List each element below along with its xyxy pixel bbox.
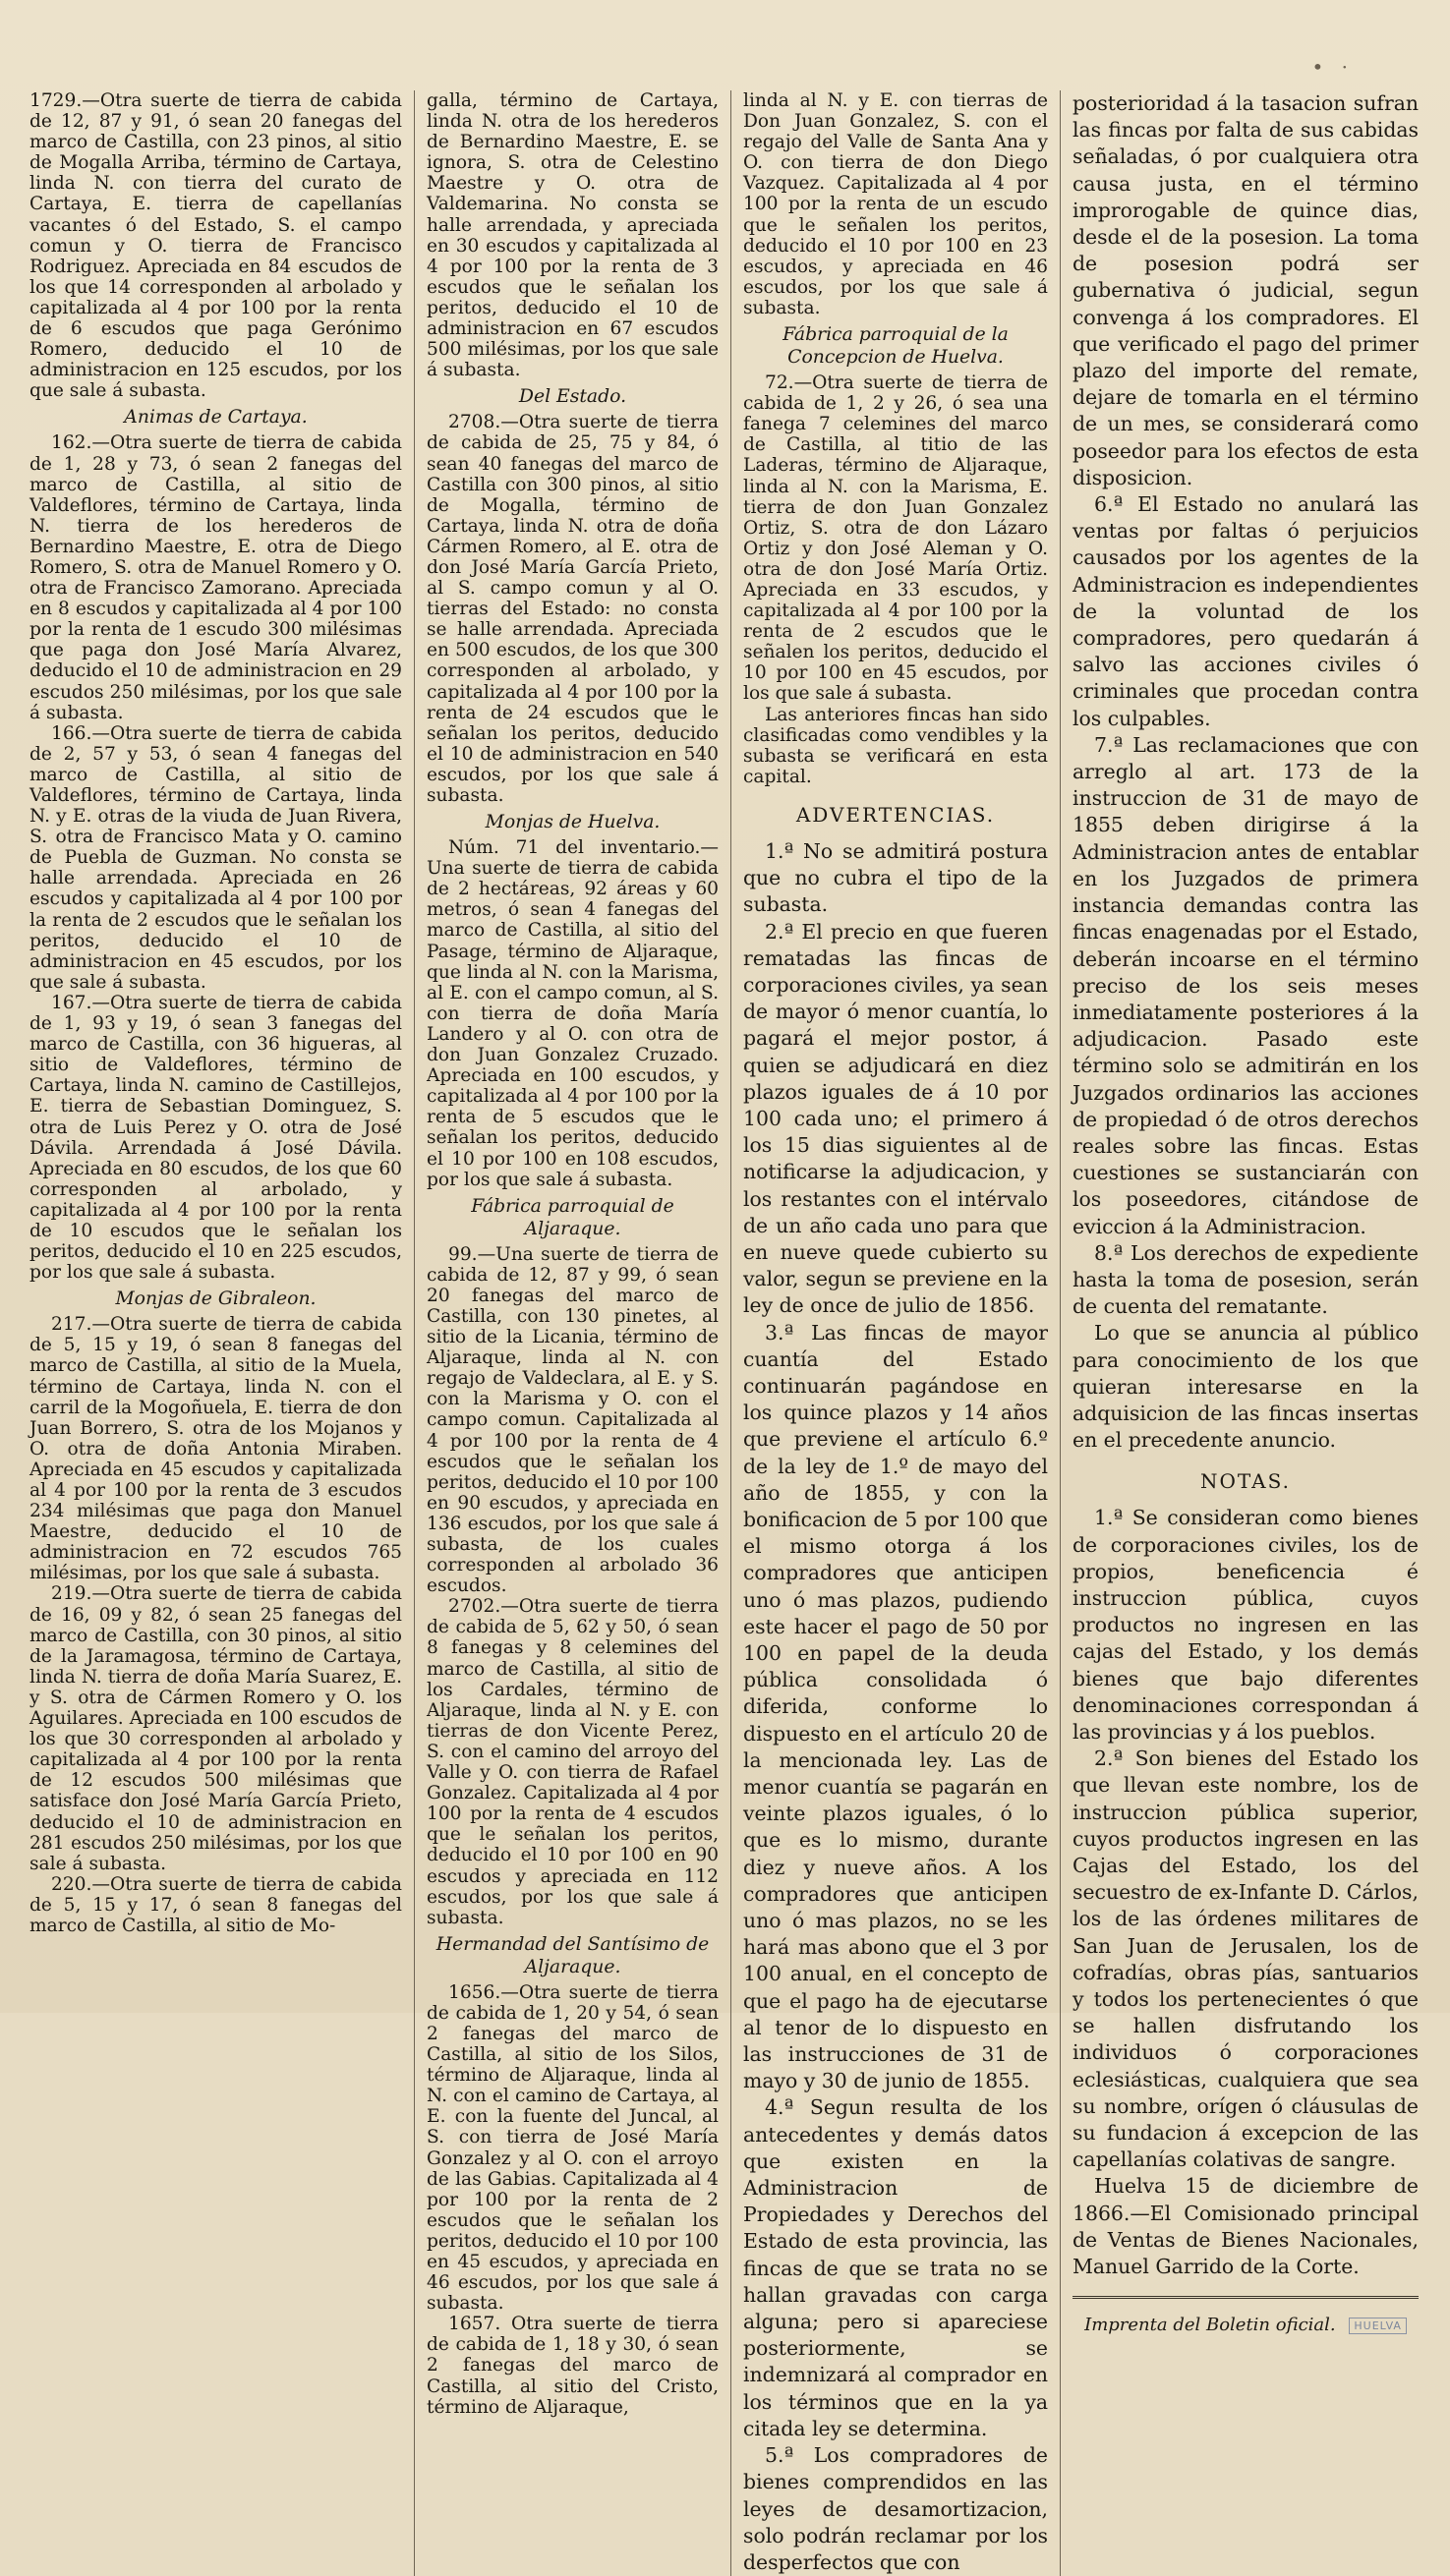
paragraph: 166.—Otra suerte de tierra de cabida de 2, 57 y 53, ó sean 4 fanegas del marco de Castilla, al sitio de Valdeflores, término de Cartaya, linda N. y E. otras de la viuda de Juan Rivera, S. otra de Francisco Mata y O. camino de Puebla de Guzman. No consta se halle arrendada. Apreciada en 26 escudos y capitalizada al 4 por 100 por la renta de 2 escudos que le señalan los peritos, deducido el 10 de administracion en 45 escudos, por los que sale á subasta. [29,722,402,993]
paragraph: Núm. 71 del inventario.—Una suerte de tierra de cabida de 2 hectáreas, 92 áreas y 60 metros, ó sean 4 fanegas del marco de Castilla, al sitio del Pasage, término de Aljaraque, que linda al N. con la Marisma, al E. con el campo comun, al S. con tierra de doña María Landero y al O. con otra de don Juan Gonzalez Cruzado. Apreciada en 100 escudos, y capitalizada al 4 por 100 por la renta de 5 escudos que le señalan los peritos, deducido el 10 por 100 en 108 escudos, por los que sale á subasta. [427,837,719,1190]
paragraph: 1.ª Se consideran como bienes de corporaciones civiles, los de propios, beneficencia é instruccion pública, cuyos productos no ingresen en las cajas del Estado, y los demás bienes que bajo diferentes denominaciones correspondan á las provincias y á los pueblos. [1073,1506,1419,1744]
paragraph: 4.ª Segun resulta de los antecedentes y demás datos que existen en la Administracion de Propiedades y Derechos del Estado de esta provincia, las fincas de que se trata no se hallan gravadas con carga alguna; pero si apareciese posteriormente, se indemnizará al comprador en los términos que en la ya citada ley se determina. [743,2095,1048,2440]
block-heading: ADVERTENCIAS. [795,802,996,827]
paragraph: Las anteriores fincas han sido clasificadas como vendibles y la subasta se verificará en esta capital. [743,704,1048,787]
column-3 [730,90,1060,2576]
section-heading: Monjas de Huelva. [485,812,661,833]
library-stamp: HUELVA [1349,2318,1407,2334]
paragraph: 1729.—Otra suerte de tierra de cabida de 12, 87 y 91, ó sean 20 fanegas del marco de Castilla, con 23 pinos, al sitio de Mogalla Arriba, término de Cartaya, linda N. con tierra del curato de Cartaya, E. tierra de capellanías vacantes ó del Estado, S. el campo comun y O. tierra de Francisco Rodriguez. Apreciada en 84 escudos de los que 14 corresponden al arbolado y capitalizada al 4 por 100 por la renta de 6 escudos que paga Gerónimo Romero, deducido el 10 de administracion en 125 escudos, por los que sale á subasta. [29,90,402,402]
paragraph: 162.—Otra suerte de tierra de cabida de 1, 28 y 73, ó sean 2 fanegas del marco de Castilla, al sitio de Valdeflores, término de Cartaya, linda N. tierra de los herederos de Bernardino Maestre, E. otra de Diego Romero, S. otra de Manuel Romero y O. otra de Francisco Zamorano. Apreciada en 8 escudos y capitalizada al 4 por 100 por la renta de 1 escudo 300 milésimas que paga don José María Alvarez, deducido el 10 de administracion en 29 escudos 250 milésimas, por los que sale á subasta. [29,432,402,723]
column-1 [18,90,414,2576]
paragraph: 217.—Otra suerte de tierra de cabida de 5, 15 y 19, ó sean 8 fanegas del marco de Castilla, al sitio de la Muela, término de Cartaya, linda N. con el carril de la Mogoñuela, E. tierra de don Juan Borrero, S. otra de los Mojanos y O. otra de doña Antonia Miraben. Apreciada en 45 escudos y capitalizada al 4 por 100 por la renta de 3 escudos 234 milésimas que paga don Manuel Maestre, deducido el 10 de administracion en 72 escudos 765 milésimas, por los que sale á subasta. [29,1314,402,1584]
paragraph: 1.ª No se admitirá postura que no cubra el tipo de la subasta. [743,838,1048,917]
footer-rule [1073,2296,1419,2299]
paragraph: 5.ª Los compradores de bienes comprendidos en las leyes de desamortizacion, solo podrán reclamar por los desperfectos que con [743,2443,1048,2574]
paragraph: Huelva 15 de diciembre de 1866.—El Comisionado principal de Ventas de Bienes Nacionales, Manuel Garrido de la Corte. [1073,2174,1419,2279]
paragraph: 72.—Otra suerte de tierra de cabida de 1, 2 y 26, ó sea una fanega 7 celemines del marco de Castilla, al titio de las Laderas, término de Aljaraque, linda al N. con la Marisma, E. tierra de don Juan Gonzalez Ortiz, S. otra de don Lázaro Ortiz y don José Aleman y O. otra de don José María Ortiz. Apreciada en 33 escudos, y capitalizada al 4 por 100 por la renta de 2 escudos que le señalen los peritos, deducido el 10 por 100 en 45 escudos, por los que sale á subasta. [743,372,1048,705]
corner-mark: • · [1311,55,1354,79]
paragraph: Lo que se anuncia al público para conocimiento de los que quieran interesarse en la adquisicion de las fincas insertas en el precedente anuncio. [1073,1321,1419,1453]
section-heading: Hermandad del Santísimo de Aljaraque. [435,1933,710,1977]
paragraph: linda al N. y E. con tierras de Don Juan Gonzalez, S. con el regajo del Valle de Santa Ana y O. con tierra de don Diego Vazquez. Capitalizada al 4 por 100 por la renta de un escudo que le señalen los peritos, deducido el 10 por 100 en 23 escudos, y apreciada en 46 escudos, por los que sale á subasta. [743,90,1048,318]
paragraph: 99.—Una suerte de tierra de cabida de 12, 87 y 99, ó sean 20 fanegas del marco de Castilla, con 130 pinetes, al sitio de la Licania, término de Aljaraque, linda al N. con regajo de Valdeclara, al E. y S. con la Marisma y O. con el campo comun. Capitalizada al 4 por 100 por la renta de 4 escudos que le señalan los peritos, deducido el 10 por 100 en 90 escudos, y apreciada en 136 escudos, por los que sale á subasta, de los cuales corresponden al arbolado 36 escudos. [427,1243,719,1597]
paragraph: posterioridad á la tasacion sufran las fincas por falta de sus cabidas señaladas, ó por cualquiera otra causa justa, en el término improrogable de quince dias, desde el de la posesion. La toma de posesion podrá ser gubernativa ó judicial, segun convenga á los compradores. El que verificado el pago del primer plazo del importe del remate, dejare de tomarla en el término de un mes, se considerará como poseedor para los efectos de esta disposicion. [1073,91,1419,489]
section-heading: Animas de Cartaya. [124,407,308,429]
paragraph: 3.ª Las fincas de mayor cuantía del Estado continuarán pagándose en los quince plazos y 14 años que previene el artículo 6.º de la ley de 1.º de mayo del año de 1855, y con la bonificacion de 5 por 100 que el mismo otorga á los compradores que anticipen uno ó mas plazos, pudiendo este hacer el pago de 50 por 100 en papel de la deuda pública consolidada ó diferida, conforme lo dispuesto en el artículo 20 de la mencionada ley. Las de menor cuantía se pagarán en veinte plazos iguales, ó lo que es lo mismo, durante diez y nueve años. A los compradores que anticipen uno ó mas plazos, no se les hará mas abono que el 3 por 100 anual, en el concepto de que el pago ha de ejecutarse al tenor de lo dispuesto en las instrucciones de 31 de mayo y 30 de junio de 1855. [743,1320,1048,2093]
paragraph: 8.ª Los derechos de expediente hasta la toma de posesion, serán de cuenta del rematante. [1073,1240,1419,1319]
printer-name: Imprenta del Boletin oficial. [1084,2315,1336,2336]
paragraph: 220.—Otra suerte de tierra de cabida de 5, 15 y 17, ó sean 8 fanegas del marco de Castilla, al sitio de Mo- [29,1873,402,1936]
paragraph: 219.—Otra suerte de tierra de cabida de 16, 09 y 82, ó sean 25 fanegas del marco de Castilla, con 30 pinos, al sitio de la Jaramagosa, término de Cartaya, linda N. tierra de doña María Suarez, E. y S. otra de Cármen Romero y O. los Aguilares. Apreciada en 100 escudos de los que 30 corresponden al arbolado y capitalizada al 4 por 100 por la renta de 12 escudos 500 milésimas que satisface don José María García Prieto, deducido el 10 de administracion en 281 escudos 250 milésimas, por los que sale á subasta. [29,1583,402,1874]
column-2 [414,90,730,2576]
paragraph: 1656.—Otra suerte de tierra de cabida de 1, 20 y 54, ó sean 2 fanegas del marco de Castilla, al sitio de los Silos, término de Aljaraque, linda al N. con el camino de Cartaya, al E. con la fuente del Juncal, al S. con tierra de José María Gonzalez y al O. con el arroyo de las Gabias. Capitalizada al 4 por 100 por la renta de 2 escudos que le señalan los peritos, deducido el 10 por 100 en 45 escudos, y apreciada en 46 escudos, por los que sale á subasta. [427,1981,719,2315]
paragraph: 1657. Otra suerte de tierra de cabida de 1, 18 y 30, ó sean 2 fanegas del marco de Castilla, al sitio del Cristo, término de Aljaraque, [427,2314,719,2418]
paragraph: 2.ª El precio en que fueren rematadas las fincas de corporaciones civiles, ya sean de mayor ó menor cuantía, lo pagará el mejor postor, á quien se adjudicará en diez plazos iguales de á 10 por 100 cada uno; el primero á los 15 dias siguientes al de notificarse la adjudicacion, y los restantes con el intérvalo de un año cada uno para que en nueve quede cubierto su valor, segun se previene en la ley de once de julio de 1856. [743,919,1048,1318]
column-4-body [1073,90,1419,2280]
columns [18,90,1432,2574]
paragraph: 167.—Otra suerte de tierra de cabida de 1, 93 y 19, ó sean 3 fanegas del marco de Castilla, con 36 higueras, al sitio de Valdeflores, término de Cartaya, linda N. camino de Castillejos, E. tierra de Sebastian Dominguez, S. otra de Luis Perez y O. otra de José Dávila. Arrendada á José Dávila. Apreciada en 80 escudos, de los que 60 corresponden al arbolado, y capitalizada al 4 por 100 por la renta de 10 escudos que le señalan los peritos, deducido el 10 en 225 escudos, por los que sale á subasta. [29,992,402,1284]
section-heading: Monjas de Gibraleon. [115,1288,317,1310]
section-heading: Fábrica parroquial de la Concepcion de Huelva. [783,324,1009,369]
section-heading: Fábrica parroquial de Aljaraque. [471,1195,674,1239]
printer-line [1073,2315,1419,2335]
block-heading: NOTAS. [1200,1469,1291,1494]
section-heading: Del Estado. [518,386,627,408]
paragraph: galla, término de Cartaya, linda N. otra de los herederos de Bernardino Maestre, E. se ignora, S. otra de Celestino Maestre y O. otra de Valdemarina. No consta se halle arrendada, y apreciada en 30 escudos y capitalizada al 4 por 100 por la renta de 3 escudos que le señalan los peritos, deducido el 10 de administracion en 67 escudos 500 milésimas, por los que sale á subasta. [427,90,719,381]
column-4 [1060,90,1430,2576]
paragraph: 2708.—Otra suerte de tierra de cabida de 25, 75 y 84, ó sean 40 fanegas del marco de Castilla con 300 pinos, al sitio de Mogalla, término de Cartaya, linda N. otra de doña Cármen Romero, al E. otra de don José María García Prieto, al S. campo comun y al O. tierras del Estado: no consta se halle arrendada. Apreciada en 500 escudos, de los que 300 corresponden al arbolado, y capitalizada al 4 por 100 por la renta de 24 escudos que le señalan los peritos, deducido el 10 de administracion en 540 escudos, por los que sale á subasta. [427,412,719,806]
paragraph: 7.ª Las reclamaciones que con arreglo al art. 173 de la instruccion de 31 de mayo de 1855 deben dirigirse á la Administracion antes de entablar en los Juzgados de primera instancia demandas contra las fincas enagenadas por el Estado, deberán incoarse en el término preciso de los seis meses inmediatamente posteriores á la adjudicacion. Pasado este término solo se admitirán en los Juzgados ordinarios las acciones de propiedad ó de otros derechos reales sobre las fincas. Estas cuestiones se sustanciarán con los poseedores, citándose de eviccion á la Administracion. [1073,732,1419,1238]
paragraph: 6.ª El Estado no anulará las ventas por faltas ó perjuicios causados por los agentes de la Administracion es independientes de la voluntad de los compradores, pero quedarán á salvo las acciones civiles ó criminales que procedan contra los culpables. [1073,492,1419,730]
paragraph: 2702.—Otra suerte de tierra de cabida de 5, 62 y 50, ó sean 8 fanegas y 8 celemines del marco de Castilla, al sitio de los Cardales, término de Aljaraque, linda al N. y E. con tierras de don Vicente Perez, S. con el camino del arroyo del Valle y O. con tierra de Rafael Gonzalez. Capitalizada al 4 por 100 por la renta de 4 escudos que le señalan los peritos, deducido el 10 por 100 en 90 escudos y apreciada en 112 escudos, por los que sale á subasta. [427,1596,719,1928]
paragraph: 2.ª Son bienes del Estado los que llevan este nombre, los de instruccion pública superior, cuyos productos ingresen en las Cajas del Estado, los del secuestro de ex-Infante D. Cárlos, los de las órdenes militares de San Juan de Jerusalen, los de cofradías, obras pías, santuarios y todos los pertenecientes ó que se hallen disfrutando los individuos ó corporaciones eclesiásticas, cualquiera que sea su nombre, orígen ó cláusulas de su fundacion á excepcion de las capellanías colativas de sangre. [1073,1746,1419,2172]
